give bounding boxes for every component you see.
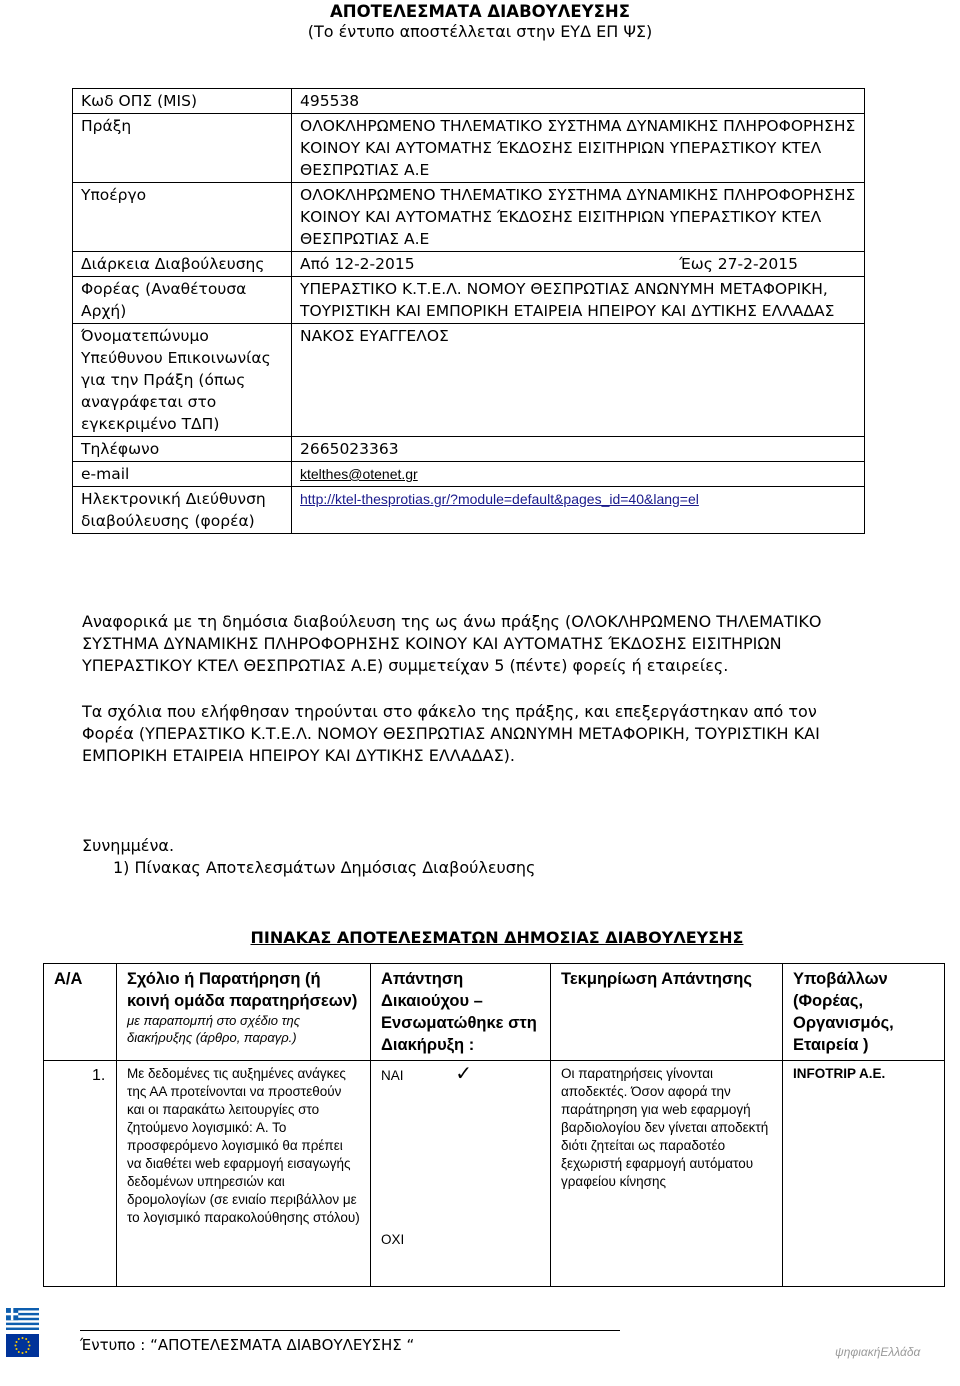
row-answer [371, 1061, 551, 1287]
info-row-phone [73, 437, 865, 462]
praxi-value: ΟΛΟΚΛΗΡΩΜΕΝΟ ΤΗΛΕΜΑΤΙΚΟ ΣΥΣΤΗΜΑ ΔΥΝΑΜΙΚΗΣ ΠΛΗΡΟΦΟΡΗΣΗΣ ΚΟΙΝΟΥ ΚΑΙ ΑΥΤΟΜΑΤΗΣ ΈΚΔΟΣΗΣ ΕΙΣΙΤΗΡΙΩΝ ΥΠΕΡΑΣΤΙΚΟΥ ΚΤΕΛ ΘΕΣΠΡΩΤΙΑΣ Α.Ε [292, 114, 865, 183]
ypoergo-value: ΟΛΟΚΛΗΡΩΜΕΝΟ ΤΗΛΕΜΑΤΙΚΟ ΣΥΣΤΗΜΑ ΔΥΝΑΜΙΚΗΣ ΠΛΗΡΟΦΟΡΗΣΗΣ ΚΟΙΝΟΥ ΚΑΙ ΑΥΤΟΜΑΤΗΣ ΈΚΔΟΣΗΣ ΕΙΣΙΤΗΡΙΩΝ ΥΠΕΡΑΣΤΙΚΟΥ ΚΤΕΛ ΘΕΣΠΡΩΤΙΑΣ Α.Ε [292, 183, 865, 252]
ypoergo-label: Υποέργο [73, 183, 292, 252]
contact-value: ΝΑΚΟΣ ΕΥΑΓΓΕΛΟΣ [292, 324, 865, 437]
footer-divider [80, 1330, 620, 1331]
info-row-praxi [73, 114, 865, 183]
header-aa: Α/Α [44, 964, 117, 1061]
duration-label: Διάρκεια Διαβούλευσης [73, 252, 292, 277]
header-submitter: Υποβάλλων (Φορέας, Οργανισμός, Εταιρεία ) [783, 964, 945, 1061]
header-comment-title: Σχόλιο ή Παρατήρηση (ή κοινή ομάδα παρατηρήσεων) [127, 970, 358, 1010]
paragraph-participation: Αναφορικά με τη δημόσια διαβούλευση της ως άνω πράξης (ΟΛΟΚΛΗΡΩΜΕΝΟ ΤΗΛΕΜΑΤΙΚΟ ΣΥΣΤΗΜΑ ΔΥΝΑΜΙΚΗΣ ΠΛΗΡΟΦΟΡΗΣΗΣ ΚΟΙΝΟΥ ΚΑΙ ΑΥΤΟΜΑΤΗΣ ΈΚΔΟΣΗΣ ΕΙΣΙΤΗΡΙΩΝ ΥΠΕΡΑΣΤΙΚΟΥ ΚΤΕΛ ΘΕΣΠΡΩΤΙΑΣ Α.Ε) συμμετείχαν 5 (πέντε) φορείς ή εταιρείες. [82, 612, 822, 675]
info-row-foreas [73, 277, 865, 324]
paragraph-comments: Τα σχόλια που ελήφθησαν τηρούνται στο φάκελο της πράξης, και επεξεργάστηκαν από τον Φορέα (ΥΠΕΡΑΣΤΙΚΟ Κ.Τ.Ε.Λ. ΝΟΜΟΥ ΘΕΣΠΡΩΤΙΑΣ ΑΝΩΝΥΜΗ ΜΕΤΑΦΟΡΙΚΗ, ΤΟΥΡΙΣΤΙΚΗ ΚΑΙ ΕΜΠΟΡΙΚΗ ΕΤΑΙΡΕΙΑ ΗΠΕΙΡΟΥ ΚΑΙ ΔΥΤΙΚΗΣ ΕΛΛΑΔΑΣ). [82, 702, 820, 765]
info-row-contact [73, 324, 865, 437]
email-label: e-mail [73, 462, 292, 487]
url-label: Ηλεκτρονική Διεύθυνση διαβούλευσης (φορέα) [73, 487, 292, 534]
contact-label: Όνοματεπώνυμο Υπεύθυνου Επικοινωνίας για την Πράξη (όπως αναγράφεται στο εγκεκριμένο ΤΔΠ) [73, 324, 292, 437]
attachment-item-1: 1) Πίνακας Αποτελεσμάτων Δημόσιας Διαβούλευσης [113, 858, 536, 877]
table-row [44, 1061, 945, 1287]
code-value: 495538 [292, 89, 865, 114]
results-table-title: ΠΙΝΑΚΑΣ ΑΠΟΤΕΛΕΣΜΑΤΩΝ ΔΗΜΟΣΙΑΣ ΔΙΑΒΟΥΛΕΥΣΗΣ [250, 928, 744, 947]
foreas-label: Φορέας (Αναθέτουσα Αρχή) [73, 277, 292, 324]
header-comment-note: με παραπομπή στο σχέδιο της διακήρυξης (άρθρο, παραγρ.) [127, 1013, 301, 1045]
digital-greece-logo [835, 1345, 920, 1359]
info-row-url [73, 487, 865, 534]
duration-from: Από 12-2-2015 [300, 255, 415, 273]
email-cell [292, 462, 865, 487]
duration-value [292, 252, 865, 277]
phone-value: 2665023363 [292, 437, 865, 462]
project-info-table [72, 88, 865, 534]
row-aa: 1. [44, 1061, 117, 1287]
phone-label: Τηλέφωνο [73, 437, 292, 462]
results-table [43, 963, 945, 1287]
check-icon: ✓ [455, 1063, 473, 1085]
info-row-duration [73, 252, 865, 277]
logo-text: ψηφιακήΕλλάδα [835, 1345, 921, 1359]
info-row-ypoergo [73, 183, 865, 252]
attachments-label: Συνημμένα. [82, 836, 175, 855]
answer-no: ΟΧΙ [381, 1232, 405, 1247]
document-subtitle: (Το έντυπο αποστέλλεται στην ΕΥΔ ΕΠ ΨΣ) [307, 22, 653, 41]
document-title: ΑΠΟΤΕΛΕΣΜΑΤΑ ΔΙΑΒΟΥΛΕΥΣΗΣ [330, 2, 630, 21]
header-comment [117, 964, 371, 1061]
email-link[interactable]: ktelthes@otenet.gr [300, 466, 418, 482]
url-cell [292, 487, 865, 534]
footer-form-name: Έντυπο : “ΑΠΟΤΕΛΕΣΜΑΤΑ ΔΙΑΒΟΥΛΕΥΣΗΣ “ [80, 1336, 415, 1354]
consultation-url-link[interactable]: http://ktel-thesprotias.gr/?module=default&pages_id=40&lang=el [300, 491, 699, 507]
greek-flag-icon [6, 1308, 39, 1330]
header-justification: Τεκμηρίωση Απάντησης [551, 964, 783, 1061]
info-row-email [73, 462, 865, 487]
results-header-row [44, 964, 945, 1061]
foreas-value: ΥΠΕΡΑΣΤΙΚΟ Κ.Τ.Ε.Λ. ΝΟΜΟΥ ΘΕΣΠΡΩΤΙΑΣ ΑΝΩΝΥΜΗ ΜΕΤΑΦΟΡΙΚΗ, ΤΟΥΡΙΣΤΙΚΗ ΚΑΙ ΕΜΠΟΡΙΚΗ ΕΤΑΙΡΕΙΑ ΗΠΕΙΡΟΥ ΚΑΙ ΔΥΤΙΚΗΣ ΕΛΛΑΔΑΣ [292, 277, 865, 324]
info-row-code [73, 89, 865, 114]
eu-flag-icon [6, 1334, 39, 1357]
praxi-label: Πράξη [73, 114, 292, 183]
code-label: Κωδ ΟΠΣ (MIS) [73, 89, 292, 114]
row-comment: Με δεδομένες τις αυξημένες ανάγκες της ΑΑ προτείνονται να προστεθούν και οι παρακάτω λειτουργίες στο ζητούμενο λογισμικό: Α. Το προσφερόμενο λογισμικό θα πρέπει να διαθέτει web εφαρμογή εισαγωγής δεδομένων υπηρεσιών και δρομολογίων (σε ενιαίο περιβάλλον με το λογισμικό παρακολούθησης στόλου) [117, 1061, 371, 1287]
duration-to: Έως 27-2-2015 [679, 255, 798, 273]
header-answer: Απάντηση Δικαιούχου – Ενσωματώθηκε στη Διακήρυξη : [371, 964, 551, 1061]
row-justification: Οι παρατηρήσεις γίνονται αποδεκτές. Όσον αφορά την παράτηρηση για web εφαρμογή βαρδιολογίου δεν γίνεται αποδεκτή διότι ζητείται ως παραδοτέο ξεχωριστή εφαρμογή αυτόματου γραφείου κίνησης [551, 1061, 783, 1287]
row-submitter: INFOTRIP A.E. [783, 1061, 945, 1287]
answer-yes: ΝΑΙ [381, 1068, 404, 1083]
